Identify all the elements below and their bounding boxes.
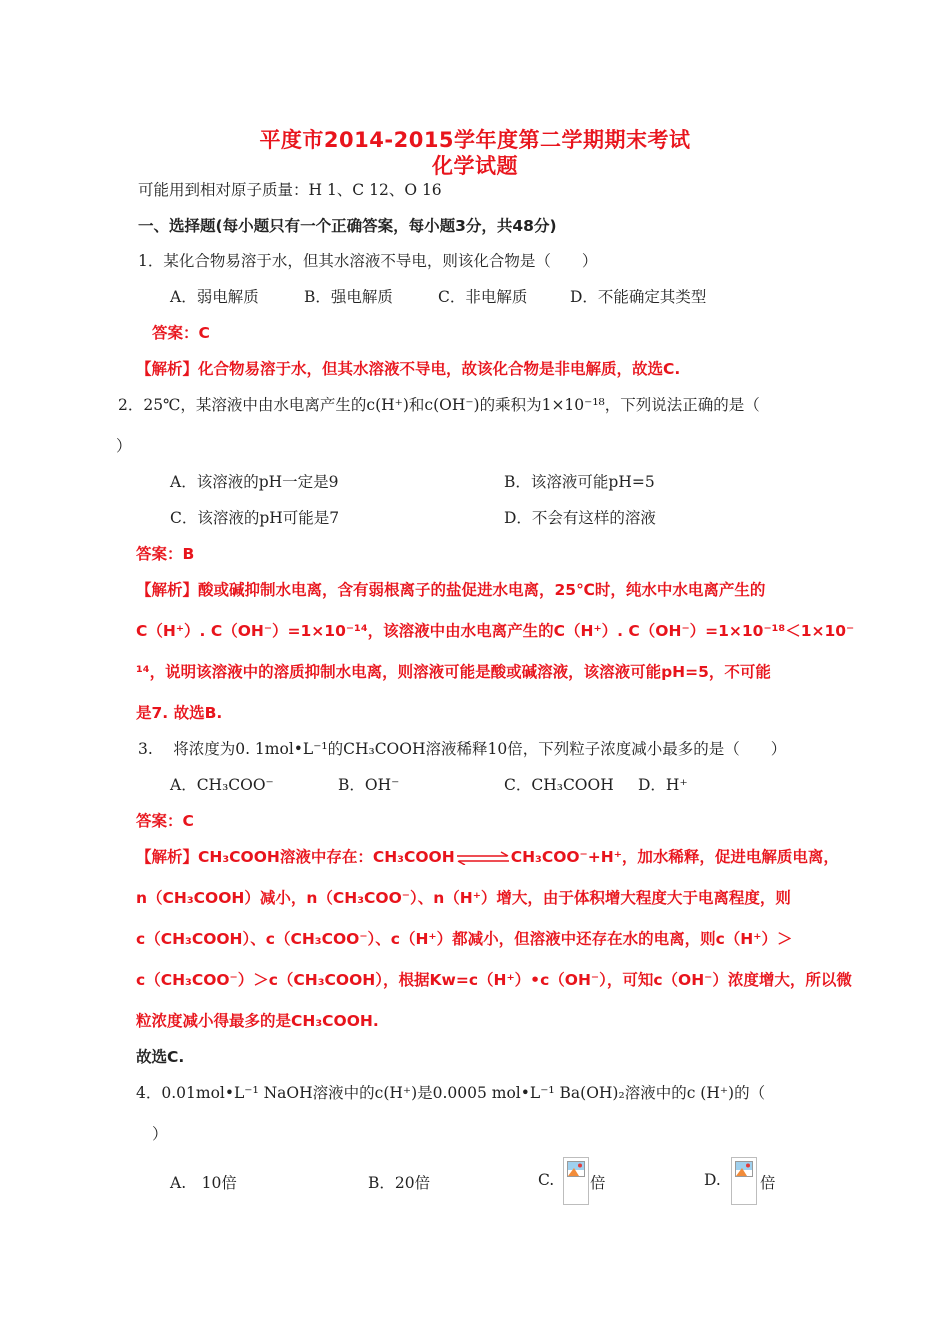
question-4-stem: 4．0.01mol•L⁻¹ NaOH溶液中的c(H⁺)是0.0005 mol•L⁻¹ Ba(OH)₂溶液中的c (H⁺)的（	[136, 1084, 766, 1102]
question-1-analysis: 【解析】化合物易溶于水，但其水溶液不导电，故该化合物是非电解质，故选C.	[136, 360, 681, 378]
question-3-analysis-line3: c（CH₃COOH）、c（CH₃COO⁻）、c（H⁺）都减小，但溶液中还存在水的电离，则c（H⁺）＞	[136, 930, 793, 948]
question-3-analysis-line2: n（CH₃COOH）减小，n（CH₃COO⁻）、n（H⁺）增大，由于体积增大程度大于电离程度，则	[136, 889, 791, 907]
question-1-option-b: B．强电解质	[304, 288, 393, 306]
question-3-option-d: D．H⁺	[638, 776, 688, 794]
question-3-analysis-line1	[136, 845, 839, 867]
picture-icon	[567, 1161, 585, 1177]
question-4-option-d-unit: 倍	[760, 1174, 776, 1192]
question-3-option-a: A．CH₃COO⁻	[170, 776, 274, 794]
question-2-option-c: C．该溶液的pH可能是7	[170, 509, 340, 527]
question-3-analysis-line5: 粒浓度减小得最多的是CH₃COOH.	[136, 1012, 379, 1030]
broken-image-icon	[563, 1157, 589, 1205]
question-4-option-a: A. 10倍	[170, 1174, 237, 1192]
question-3-option-b: B．OH⁻	[338, 776, 400, 794]
question-3-conclusion: 故选C.	[136, 1048, 185, 1066]
atomic-mass-note: 可能用到相对原子质量：H 1、C 12、O 16	[138, 181, 442, 199]
question-3-stem: 3. 将浓度为0. 1mol•L⁻¹的CH₃COOH溶液稀释10倍，下列粒子浓度减小最多的是（ ）	[138, 740, 787, 758]
question-2-stem-end: ）	[116, 437, 132, 455]
question-2-analysis-line4: 是7. 故选B.	[136, 704, 223, 722]
question-2-analysis-line2: C（H⁺）. C（OH⁻）=1×10⁻¹⁴，该溶液中由水电离产生的C（H⁺）. C（OH⁻）=1×10⁻¹⁸＜1×10⁻	[136, 622, 855, 640]
question-2-option-b: B．该溶液可能pH=5	[504, 473, 655, 491]
question-1-answer: 答案：C	[152, 324, 210, 342]
exam-title: 平度市2014-2015学年度第二学期期末考试	[259, 128, 691, 152]
question-2-stem: 2．25℃，某溶液中由水电离产生的c(H⁺)和c(OH⁻)的乘积为1×10⁻¹⁸，下列说法正确的是（	[118, 396, 760, 414]
question-1-option-a: A．弱电解质	[170, 288, 259, 306]
section-heading: 一、选择题(每小题只有一个正确答案，每小题3分，共48分)	[138, 217, 557, 235]
broken-image-icon	[731, 1157, 757, 1205]
picture-icon	[735, 1161, 753, 1177]
question-3-analysis-line1-start: 【解析】CH₃COOH溶液中存在：CH₃COOH	[136, 848, 455, 866]
question-3-answer: 答案：C	[136, 812, 194, 830]
question-3-analysis-line1-end: CH₃COO⁻+H⁺，加水稀释，促进电解质电离，	[510, 848, 839, 866]
question-4-stem-end: ）	[152, 1125, 168, 1143]
question-2-analysis-line1: 【解析】酸或碱抑制水电离，含有弱根离子的盐促进水电离，25℃时，纯水中水电离产生的	[136, 581, 766, 599]
equilibrium-arrow-icon	[455, 851, 511, 865]
question-2-analysis-line3: ¹⁴，说明该溶液中的溶质抑制水电离，则溶液可能是酸或碱溶液，该溶液可能pH=5，不可能	[136, 663, 771, 681]
question-3-analysis-line4: c（CH₃COO⁻）＞c（CH₃COOH），根据Kw=c（H⁺）•c（OH⁻），可知c（OH⁻）浓度增大，所以微	[136, 971, 852, 989]
question-2-option-a: A．该溶液的pH一定是9	[170, 473, 339, 491]
exam-subtitle: 化学试题	[432, 154, 518, 178]
question-4-option-c: C.	[538, 1171, 555, 1189]
question-1-option-c: C．非电解质	[438, 288, 528, 306]
question-3-option-c: C．CH₃COOH	[504, 776, 614, 794]
question-2-answer: 答案：B	[136, 545, 195, 563]
question-2-option-d: D．不会有这样的溶液	[504, 509, 656, 527]
question-4-option-c-unit: 倍	[590, 1174, 606, 1192]
question-1-option-d: D．不能确定其类型	[570, 288, 707, 306]
question-4-option-b: B．20倍	[368, 1174, 431, 1192]
question-4-option-d: D.	[704, 1171, 721, 1189]
question-1-stem: 1．某化合物易溶于水，但其水溶液不导电，则该化合物是（ ）	[138, 252, 598, 270]
